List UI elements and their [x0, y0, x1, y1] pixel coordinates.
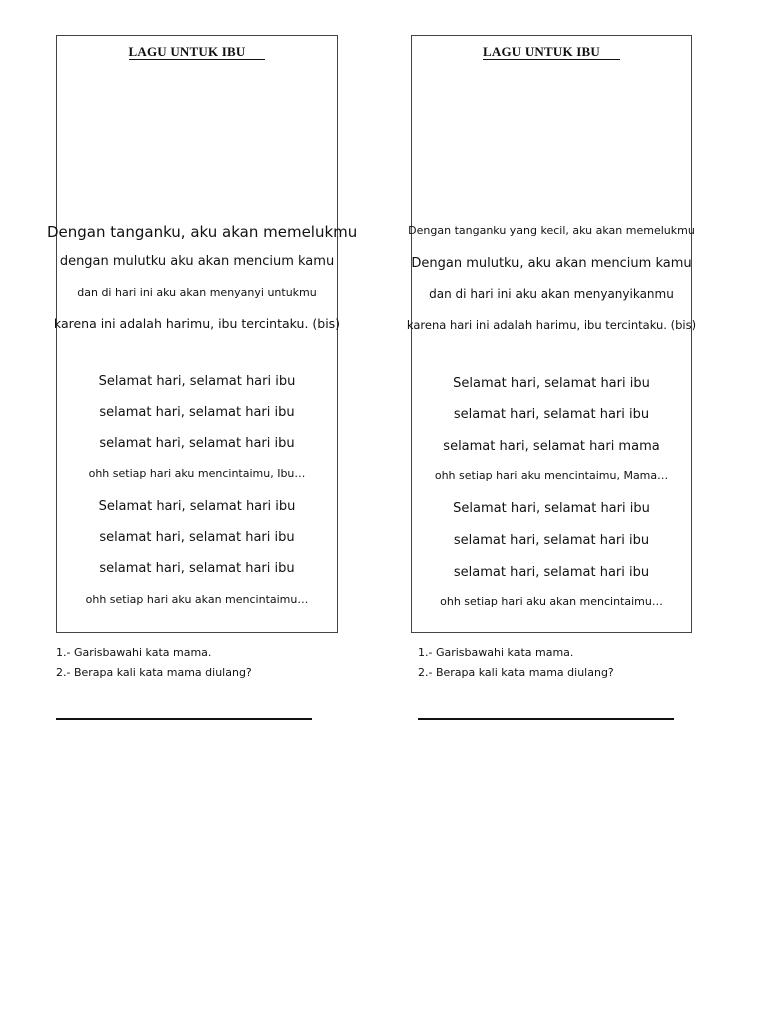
chorus-line: ohh setiap hari aku akan mencintaimu… [440, 595, 663, 608]
song-card-left [47, 35, 358, 633]
song-card-right [406, 35, 697, 633]
chorus-line: ohh setiap hari aku akan mencintaimu… [85, 593, 309, 606]
chorus-line: selamat hari, selamat hari ibu [99, 436, 295, 451]
chorus-line: Selamat hari, selamat hari ibu [453, 376, 650, 391]
chorus-line: selamat hari, selamat hari ibu [99, 530, 295, 545]
verse-line: dan di hari ini aku akan menyanyikanmu [429, 287, 674, 301]
song-title: LAGU UNTUK IBU [412, 44, 691, 60]
chorus-line: Selamat hari, selamat hari ibu [453, 501, 650, 516]
chorus-line: selamat hari, selamat hari ibu [453, 565, 650, 580]
verse-line: karena ini adalah harimu, ibu tercintaku. (bis) [53, 316, 341, 331]
chorus-line: ohh setiap hari aku mencintaimu, Ibu… [88, 467, 306, 480]
question-1: 1.- Garisbawahi kata mama. [418, 646, 574, 659]
chorus-line: selamat hari, selamat hari ibu [99, 561, 295, 576]
verse-line: dengan mulutku aku akan mencium kamu [59, 254, 335, 269]
chorus-line: selamat hari, selamat hari mama [443, 439, 660, 454]
question-2: 2.- Berapa kali kata mama diulang? [56, 666, 252, 679]
chorus-line: selamat hari, selamat hari ibu [453, 407, 650, 422]
answer-line[interactable] [418, 718, 674, 720]
answer-line[interactable] [56, 718, 312, 720]
question-2: 2.- Berapa kali kata mama diulang? [418, 666, 614, 679]
chorus-line: Selamat hari, selamat hari ibu [98, 499, 296, 514]
chorus-line: selamat hari, selamat hari ibu [99, 405, 295, 420]
verse-line: karena hari ini adalah harimu, ibu tercintaku. (bis) [406, 318, 697, 332]
verse-line: Dengan mulutku, aku akan mencium kamu [411, 256, 692, 271]
verse-line: Dengan tanganku, aku akan memelukmu [47, 223, 358, 241]
verse-line: dan di hari ini aku akan menyanyi untukmu [77, 286, 317, 299]
chorus-line: selamat hari, selamat hari ibu [453, 533, 650, 548]
song-title: LAGU UNTUK IBU [57, 44, 337, 60]
chorus-line: Selamat hari, selamat hari ibu [98, 374, 296, 389]
verse-line: Dengan tanganku yang kecil, aku akan memelukmu [408, 224, 695, 237]
question-1: 1.- Garisbawahi kata mama. [56, 646, 212, 659]
chorus-line: ohh setiap hari aku mencintaimu, Mama… [434, 469, 669, 482]
